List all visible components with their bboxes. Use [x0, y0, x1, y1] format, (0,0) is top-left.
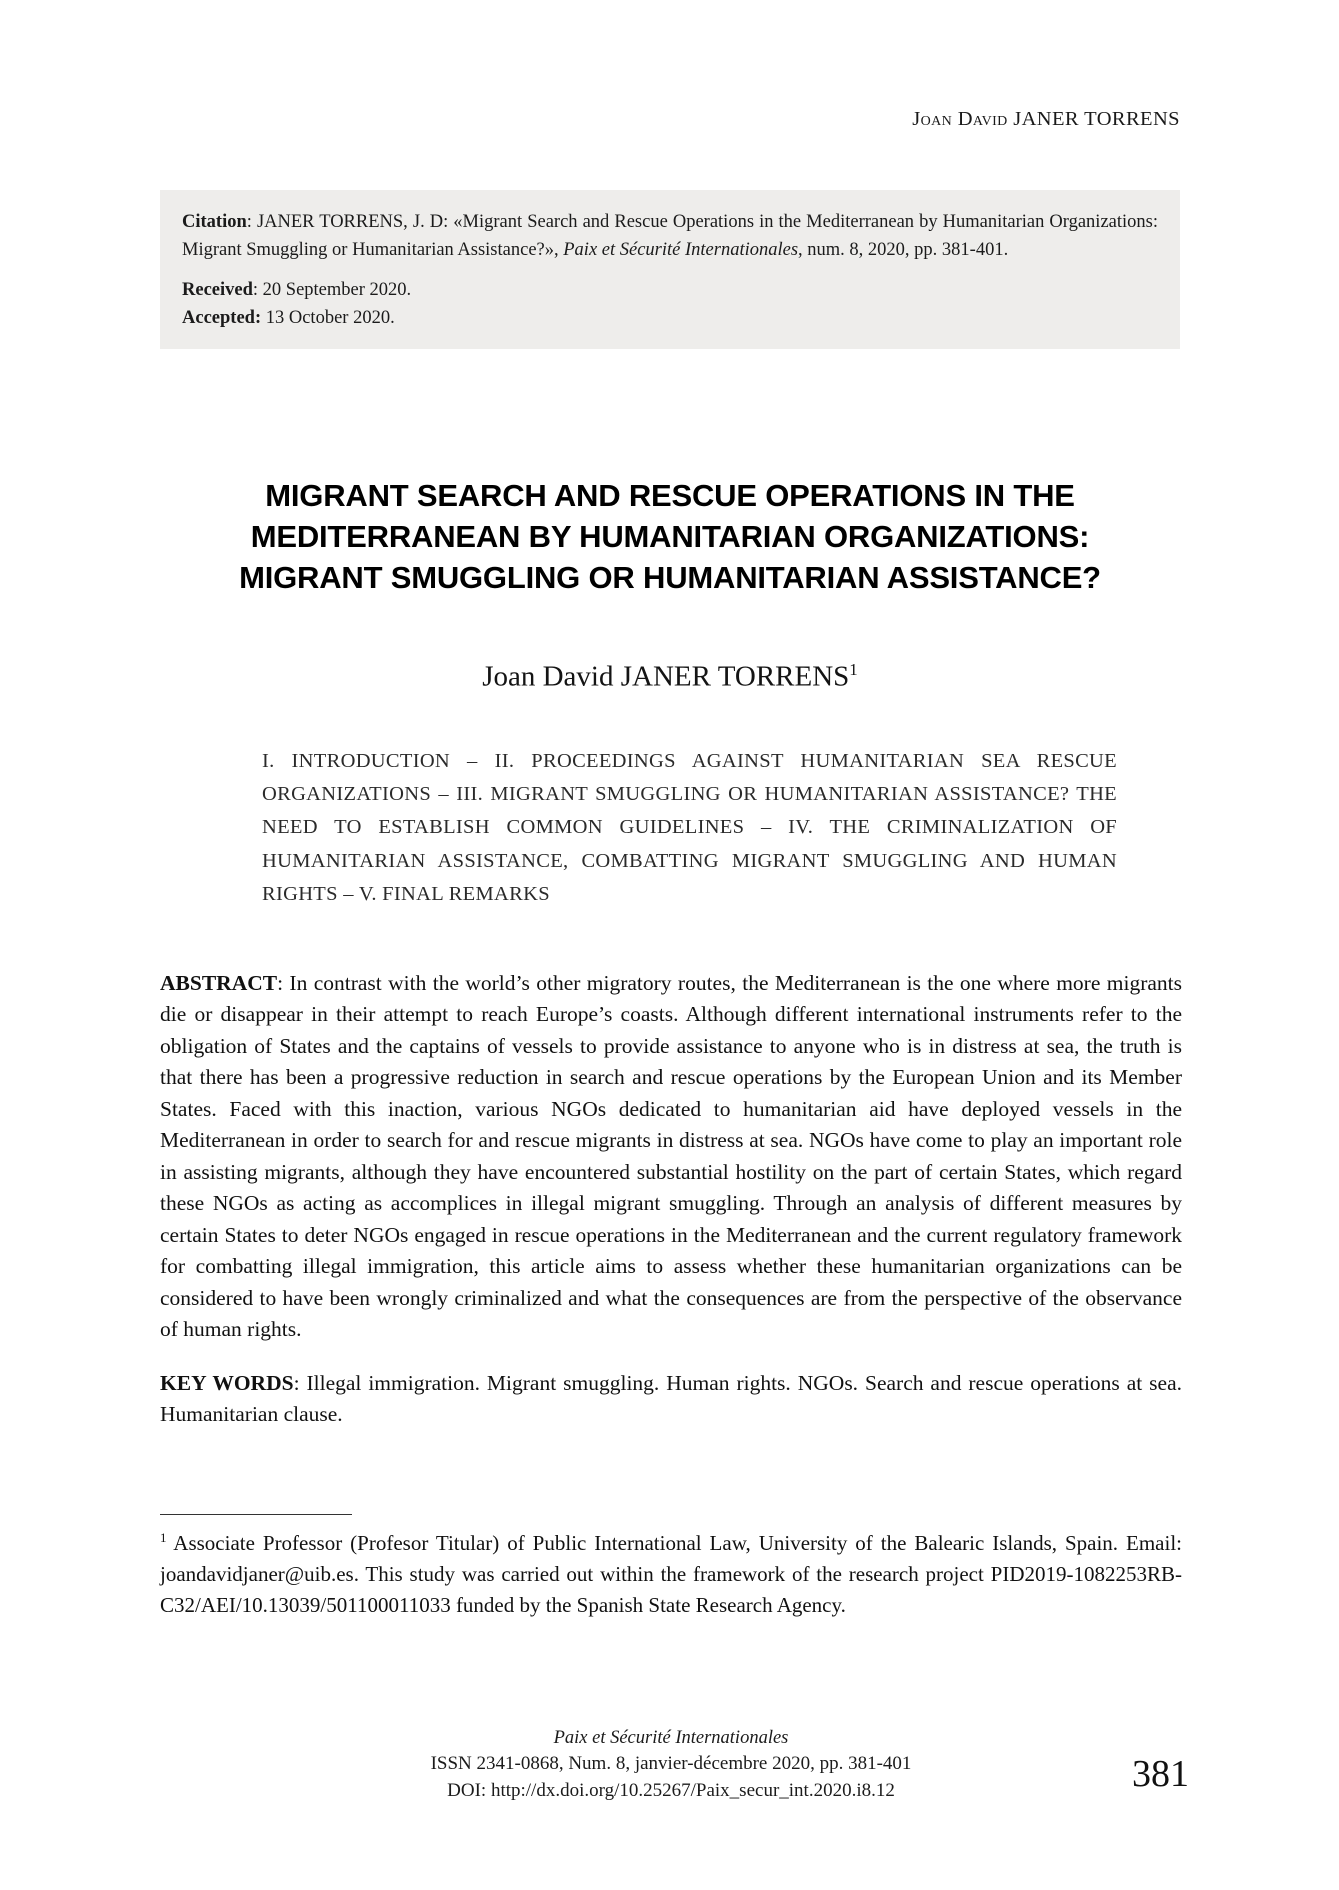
abstract-label: ABSTRACT: [160, 971, 278, 995]
title-line-3: MIGRANT SMUGGLING OR HUMANITARIAN ASSISTANCE?: [239, 559, 1101, 595]
page-number: 381: [1132, 1753, 1189, 1795]
footnote-marker: 1: [160, 1530, 167, 1545]
keywords-section: [160, 1368, 1182, 1431]
received-row: [182, 277, 1158, 305]
received-label: Received: [182, 280, 253, 301]
title-line-1: MIGRANT SEARCH AND RESCUE OPERATIONS IN THE: [265, 477, 1075, 513]
citation-journal-title: Paix et Sécurité Internationales: [563, 240, 799, 261]
abstract-body: : In contrast with the world’s other migratory routes, the Mediterranean is the one where more migrants die or disappear in their attempt to reach Europe’s coasts. Although different international instruments refer to the obligation of States and the captains of vessels to provide assistance to anyone who is in distress at sea, the truth is that there has been a progressive reduction in search and rescue operations by the European Union and its Member States. Faced with this inaction, various NGOs dedicated to humanitarian aid have deployed vessels in the Mediterranean in order to search for and rescue migrants in distress at sea. NGOs have come to play an important role in assisting migrants, although they have encountered substantial hostility on the part of certain States, which regard these NGOs as acting as accomplices in illegal migrant smuggling. Through an analysis of different measures by certain States to deter NGOs engaged in rescue operations in the Mediterranean and the current regulatory framework for combatting illegal immigration, this article aims to assess whether these humanitarian organizations can be considered to have been wrongly criminalized and what the consequences are from the perspective of the observance of human rights.: [160, 971, 1182, 1342]
footer-doi-line: DOI: http://dx.doi.org/10.25267/Paix_secur_int.2020.i8.12: [447, 1780, 895, 1802]
citation-label: Citation: [182, 212, 247, 232]
footnote-1: [160, 1528, 1182, 1621]
running-head: Joan David JANER TORRENS: [912, 108, 1180, 130]
footnote-text: Associate Professor (Profesor Titular) of Public International Law, University of the Balearic Islands, Spain. Email: joandavidjaner@uib.es. This study was carried out within the framework of the research project PID2019-1082253RB-C32/AEI/10.13039/501100011033 funded by the Spanish State Research Agency.: [160, 1531, 1182, 1617]
footer-journal-title: Paix et Sécurité Internationales: [553, 1728, 789, 1748]
citation-box: [160, 190, 1180, 349]
footnote-separator: [160, 1514, 352, 1515]
abstract-section: [160, 968, 1182, 1346]
citation-text-b: , num. 8, 2020, pp. 381-401.: [798, 240, 1009, 261]
author-byline: [165, 660, 1175, 694]
title-line-2: MEDITERRANEAN BY HUMANITARIAN ORGANIZATIONS:: [250, 518, 1090, 554]
received-value: : 20 September 2020.: [252, 280, 412, 301]
author-surname: JANER TORRENS: [620, 660, 850, 693]
accepted-row: [182, 305, 1158, 333]
author-given-names: Joan David: [482, 660, 621, 693]
table-of-contents: I. INTRODUCTION – II. PROCEEDINGS AGAINST HUMANITARIAN SEA RESCUE ORGANIZATIONS – III. MIGRANT SMUGGLING OR HUMANITARIAN ASSISTANCE? THE NEED TO ESTABLISH COMMON GUIDELINES – IV. THE CRIMINALIZATION OF HUMANITARIAN ASSISTANCE, COMBATTING MIGRANT SMUGGLING AND HUMAN RIGHTS – V. FINAL REMARKS: [262, 750, 1117, 905]
citation-line: [182, 208, 1158, 264]
author-footnote-marker: 1: [849, 660, 858, 679]
accepted-value: 13 October 2020.: [261, 307, 395, 328]
citation-text-a: : JANER TORRENS, J. D: «Migrant Search and Rescue Operations in the Mediterranean by Humanitarian Organizations: Migrant Smuggling or Humanitarian Assistance?»,: [182, 212, 1158, 261]
footer-issn-line: ISSN 2341-0868, Num. 8, janvier-décembre 2020, pp. 381-401: [430, 1753, 912, 1775]
accepted-label: Accepted:: [182, 307, 262, 328]
page-title: [165, 476, 1175, 599]
keywords-body: : Illegal immigration. Migrant smuggling. Human rights. NGOs. Search and rescue operations at sea. Humanitarian clause.: [160, 1371, 1183, 1427]
keywords-label: KEY WORDS: [160, 1371, 294, 1395]
citation-dates: [182, 277, 1158, 333]
page-footer: [160, 1725, 1182, 1805]
